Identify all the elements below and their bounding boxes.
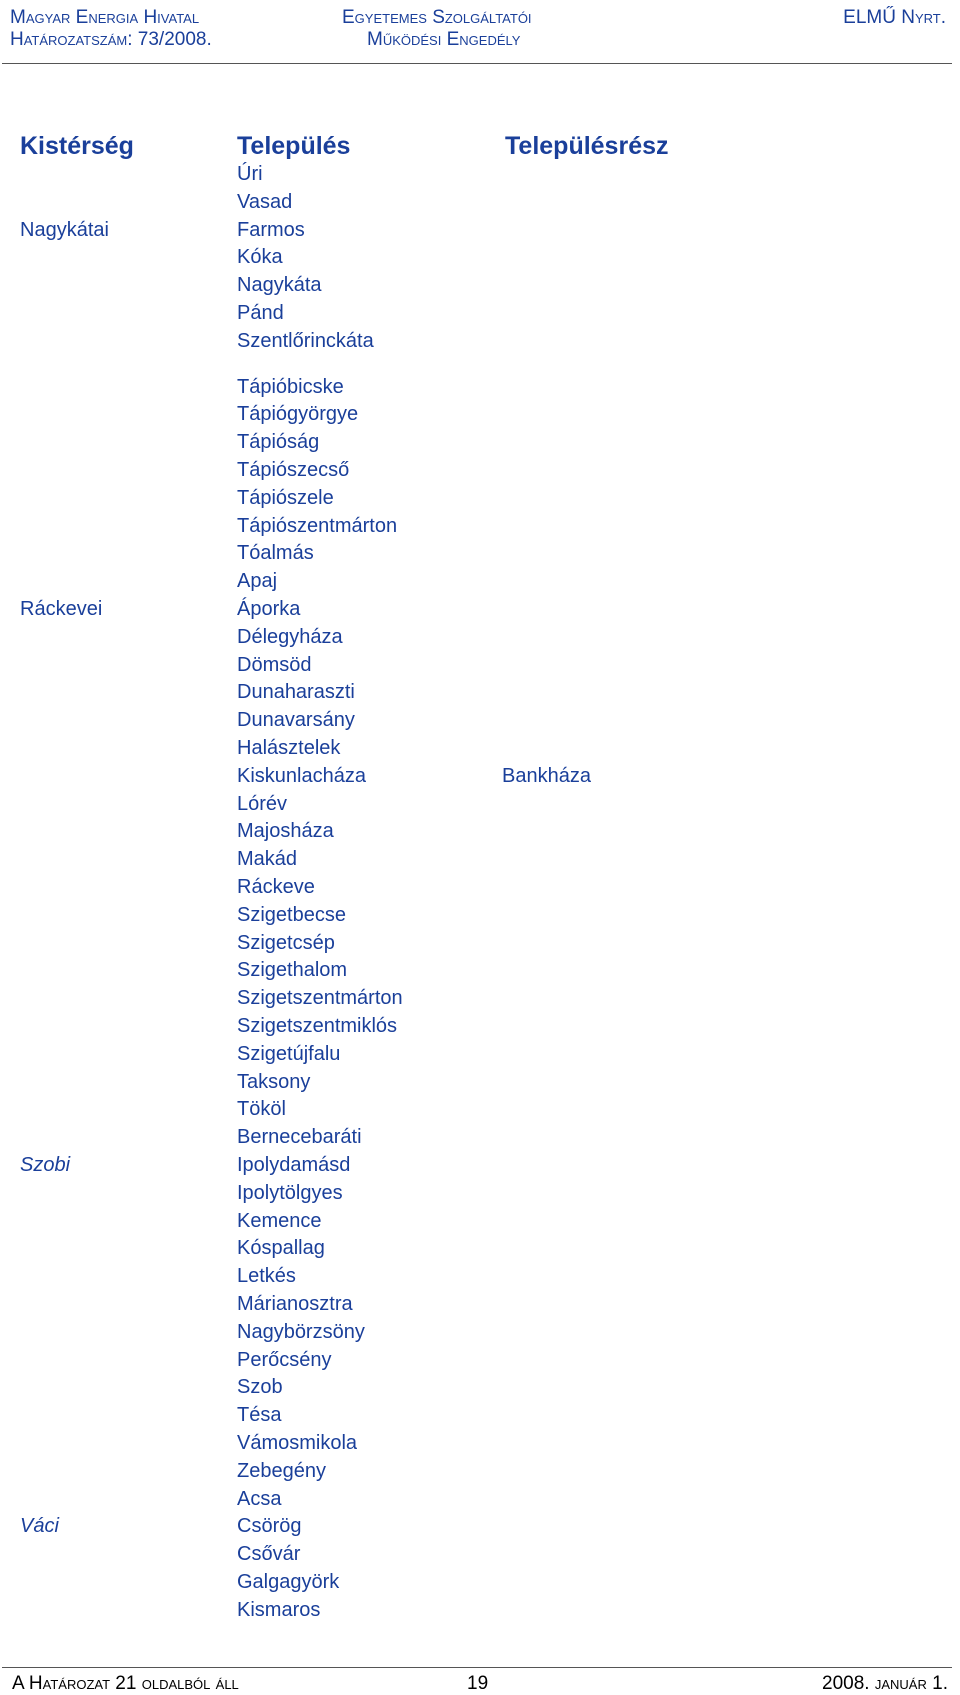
settlement-row: Vasad (237, 191, 293, 213)
kisterseg-label: Ráckevei (20, 598, 103, 620)
settlement-row: Bernecebaráti (237, 1126, 362, 1148)
settlement-row: Dunavarsány (237, 709, 355, 731)
settlement-row: Vámosmikola (237, 1432, 358, 1454)
header-rule (2, 63, 952, 64)
settlement-row: Galgagyörk (237, 1571, 340, 1593)
settlement-row: Áporka (237, 598, 301, 620)
settlement-row: Kemence (237, 1210, 322, 1232)
settlement-row: Tápióság (237, 431, 320, 453)
settlement-row: Perőcsény (237, 1349, 332, 1371)
company-name: ELMŰ Nyrt. (843, 7, 946, 28)
settlement-row: Tápióbicske (237, 376, 344, 398)
kisterseg-label: Szobi (20, 1154, 71, 1176)
settlement-row: Szigetszentmárton (237, 987, 403, 1009)
settlement-row: Taksony (237, 1071, 311, 1093)
settlement-row: Tápiószele (237, 487, 334, 509)
settlement-row: Szob (237, 1376, 283, 1398)
settlement-row: Szigetcsép (237, 932, 335, 954)
col-header-telepulesresz: Településrész (505, 132, 669, 160)
settlement-row: Kóspallag (237, 1237, 325, 1259)
settlement-row: Letkés (237, 1265, 296, 1287)
settlement-row: Dömsöd (237, 654, 312, 676)
settlement-row: Szentlőrinckáta (237, 330, 374, 352)
footer-page-number: 19 (467, 1673, 489, 1694)
settlement-row: Nagykáta (237, 274, 322, 296)
settlement-row: Délegyháza (237, 626, 343, 648)
settlement-row: Makád (237, 848, 298, 870)
col-header-telepules: Település (237, 132, 351, 160)
issuer-name: Magyar Energia Hivatal (10, 7, 200, 28)
footer-rule (2, 1667, 952, 1668)
settlement-row: Kismaros (237, 1599, 321, 1621)
settlement-row: Dunaharaszti (237, 681, 355, 703)
settlement-row: Tápiószecső (237, 459, 350, 481)
settlement-row: Tököl (237, 1098, 286, 1120)
settlement-row: Pánd (237, 302, 284, 324)
settlement-row: Tóalmás (237, 542, 314, 564)
settlement-row: Zebegény (237, 1460, 326, 1482)
settlement-row: Kóka (237, 246, 283, 268)
settlement-row: Nagybörzsöny (237, 1321, 365, 1343)
settlement-row: Úri (237, 163, 263, 185)
settlement-row: Tésa (237, 1404, 282, 1426)
settlement-row: Farmos (237, 219, 305, 241)
settlement-row: Majosháza (237, 820, 334, 842)
settlement-row: Apaj (237, 570, 278, 592)
footer-page-count: A Határozat 21 oldalból áll (12, 1673, 239, 1694)
settlement-row: Kiskunlacháza (237, 765, 366, 787)
settlement-row: Szigethalom (237, 959, 348, 981)
settlement-row: Csörög (237, 1515, 302, 1537)
settlement-row: Szigetszentmiklós (237, 1015, 398, 1037)
settlement-row: Ipolydamásd (237, 1154, 351, 1176)
telepulesresz-label: Bankháza (502, 765, 591, 787)
settlement-row: Ráckeve (237, 876, 315, 898)
kisterseg-label: Váci (20, 1515, 59, 1537)
settlement-row: Szigetbecse (237, 904, 346, 926)
settlement-row: Márianosztra (237, 1293, 353, 1315)
settlement-row: Ipolytölgyes (237, 1182, 343, 1204)
col-header-kisterseg: Kistérség (20, 132, 134, 160)
footer-date: 2008. január 1. (822, 1673, 948, 1694)
document-title-line1: Egyetemes Szolgáltatói (342, 7, 532, 28)
settlement-row: Tápiógyörgye (237, 403, 359, 425)
kisterseg-label: Nagykátai (20, 219, 109, 241)
settlement-row: Tápiószentmárton (237, 515, 398, 537)
settlement-row: Acsa (237, 1488, 282, 1510)
settlement-row: Lórév (237, 793, 288, 815)
settlement-row: Halásztelek (237, 737, 341, 759)
settlement-row: Csővár (237, 1543, 301, 1565)
document-title-line2: Működési Engedély (367, 29, 521, 50)
decision-number: Határozatszám: 73/2008. (10, 29, 212, 50)
settlement-row: Szigetújfalu (237, 1043, 341, 1065)
